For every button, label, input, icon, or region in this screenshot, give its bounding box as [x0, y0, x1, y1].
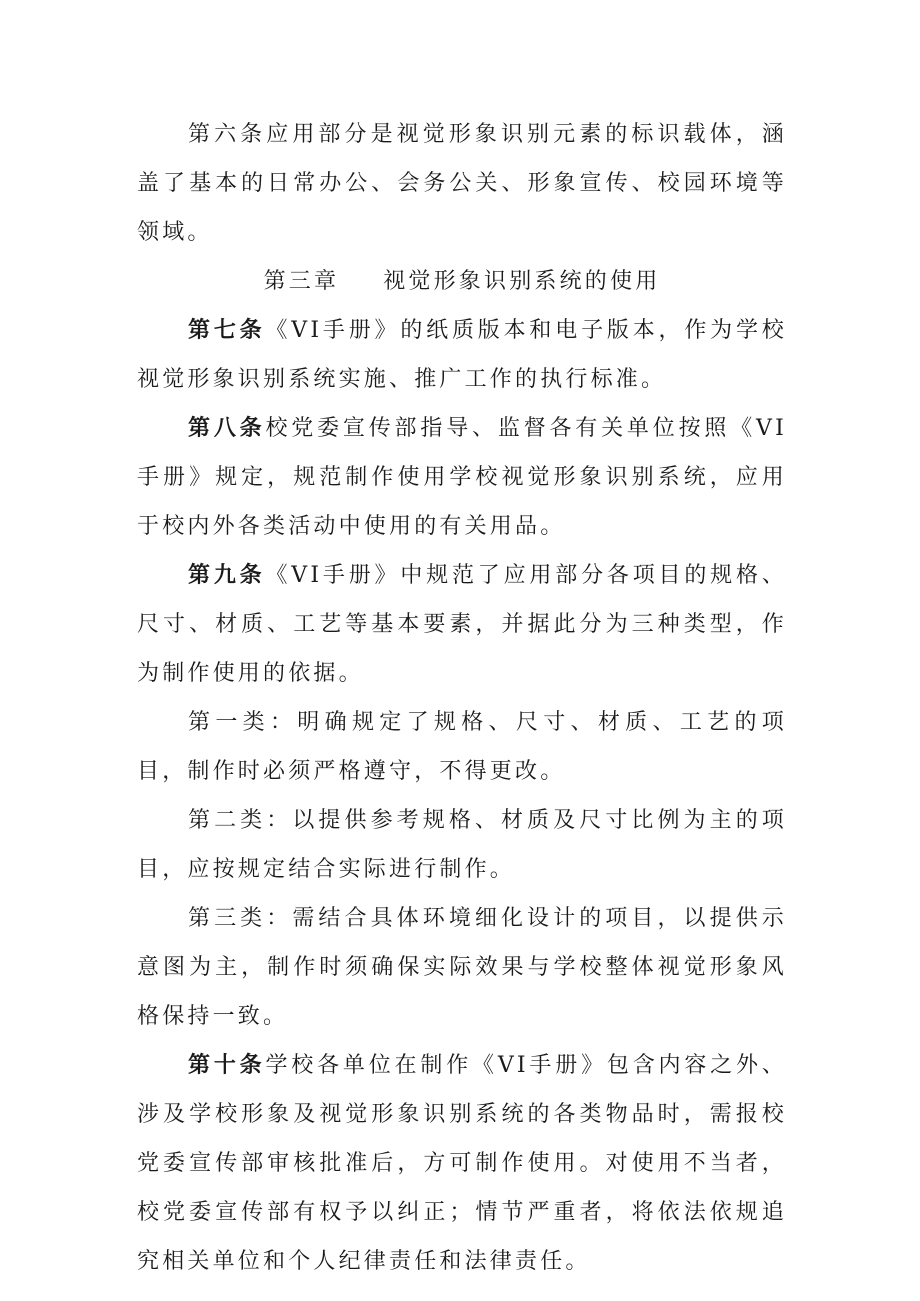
article-8	[137, 404, 787, 551]
article-7-body: 《VI手册》的纸质版本和电子版本，作为学校视觉形象识别系统实施、推广工作的执行标准。	[137, 318, 788, 392]
article-9	[137, 551, 787, 698]
article-7	[137, 306, 787, 404]
article-10-lead: 第十条	[188, 1052, 266, 1078]
category-1: 第一类：明确规定了规格、尺寸、材质、工艺的项目，制作时必须严格遵守，不得更改。	[137, 710, 787, 784]
article-7-lead: 第七条	[188, 317, 266, 343]
document-body	[137, 110, 787, 1286]
article-8-body: 校党委宣传部指导、监督各有关单位按照《VI手册》规定，规范制作使用学校视觉形象识别系统，应用于校内外各类活动中使用的有关用品。	[137, 416, 788, 539]
chapter-title: 视觉形象识别系统的使用	[383, 269, 661, 294]
chapter-heading	[137, 257, 787, 306]
article-9-lead: 第九条	[188, 562, 266, 588]
article-10-body: 学校各单位在制作《VI手册》包含内容之外、涉及学校形象及视觉形象识别系统的各类物品时，需报校党委宣传部审核批准后，方可制作使用。对使用不当者，校党委宣传部有权予以纠正；情节严重者，将依法依规追究相关单位和个人纪律责任和法律责任。	[137, 1053, 788, 1274]
article-10	[137, 1041, 787, 1286]
article-9-body: 《VI手册》中规范了应用部分各项目的规格、尺寸、材质、工艺等基本要素，并据此分为三种类型，作为制作使用的依据。	[137, 563, 788, 686]
category-2: 第二类：以提供参考规格、材质及尺寸比例为主的项目，应按规定结合实际进行制作。	[137, 808, 787, 882]
article-6: 第六条应用部分是视觉形象识别元素的标识载体，涵盖了基本的日常办公、会务公关、形象宣传、校园环境等领域。	[137, 122, 787, 245]
article-8-lead: 第八条	[188, 415, 266, 441]
category-3: 第三类：需结合具体环境细化设计的项目，以提供示意图为主，制作时须确保实际效果与学校整体视觉形象风格保持一致。	[137, 906, 787, 1029]
chapter-number: 第三章	[263, 269, 340, 294]
